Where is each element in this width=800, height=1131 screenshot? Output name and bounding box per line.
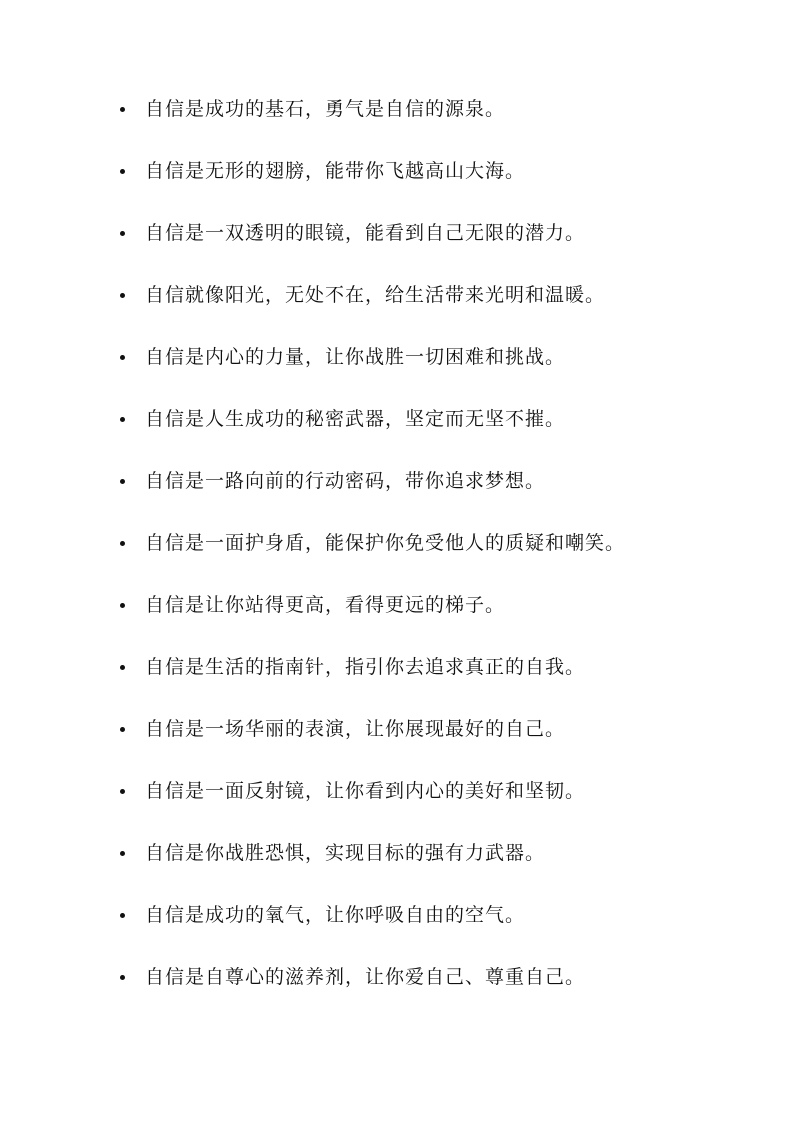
bullet-icon: [120, 107, 125, 112]
list-item-text: 自信是你战胜恐惧，实现目标的强有力武器。: [145, 841, 546, 864]
list-item-text: 自信是内心的力量，让你战胜一切困难和挑战。: [145, 345, 566, 368]
bullet-icon: [120, 975, 125, 980]
bullet-icon: [120, 913, 125, 918]
list-item-text: 自信是成功的氧气，让你呼吸自由的空气。: [145, 903, 526, 926]
list-item-text: 自信是生活的指南针，指引你去追求真正的自我。: [145, 655, 586, 678]
list-item-text: 自信是一面护身盾，能保护你免受他人的质疑和嘲笑。: [145, 531, 626, 554]
bullet-icon: [120, 727, 125, 732]
list-item-text: 自信是让你站得更高，看得更远的梯子。: [145, 593, 506, 616]
bullet-icon: [120, 541, 125, 546]
list-item-text: 自信是自尊心的滋养剂，让你爱自己、尊重自己。: [145, 965, 586, 988]
list-item-text: 自信就像阳光，无处不在，给生活带来光明和温暖。: [145, 283, 606, 306]
bullet-icon: [120, 665, 125, 670]
bullet-icon: [120, 789, 125, 794]
bullet-icon: [120, 355, 125, 360]
bullet-icon: [120, 169, 125, 174]
list-item-text: 自信是一双透明的眼镜，能看到自己无限的潜力。: [145, 221, 586, 244]
bullet-icon: [120, 851, 125, 856]
list-item-text: 自信是人生成功的秘密武器，坚定而无坚不摧。: [145, 407, 566, 430]
list-item-text: 自信是一路向前的行动密码，带你追求梦想。: [145, 469, 546, 492]
bullet-icon: [120, 293, 125, 298]
bullet-icon: [120, 603, 125, 608]
list-item-text: 自信是一场华丽的表演，让你展现最好的自己。: [145, 717, 566, 740]
list-item-text: 自信是成功的基石，勇气是自信的源泉。: [145, 97, 506, 120]
list-item-text: 自信是无形的翅膀，能带你飞越高山大海。: [145, 159, 526, 182]
bullet-icon: [120, 417, 125, 422]
list-item-text: 自信是一面反射镜，让你看到内心的美好和坚韧。: [145, 779, 586, 802]
bullet-icon: [120, 231, 125, 236]
bullet-icon: [120, 479, 125, 484]
